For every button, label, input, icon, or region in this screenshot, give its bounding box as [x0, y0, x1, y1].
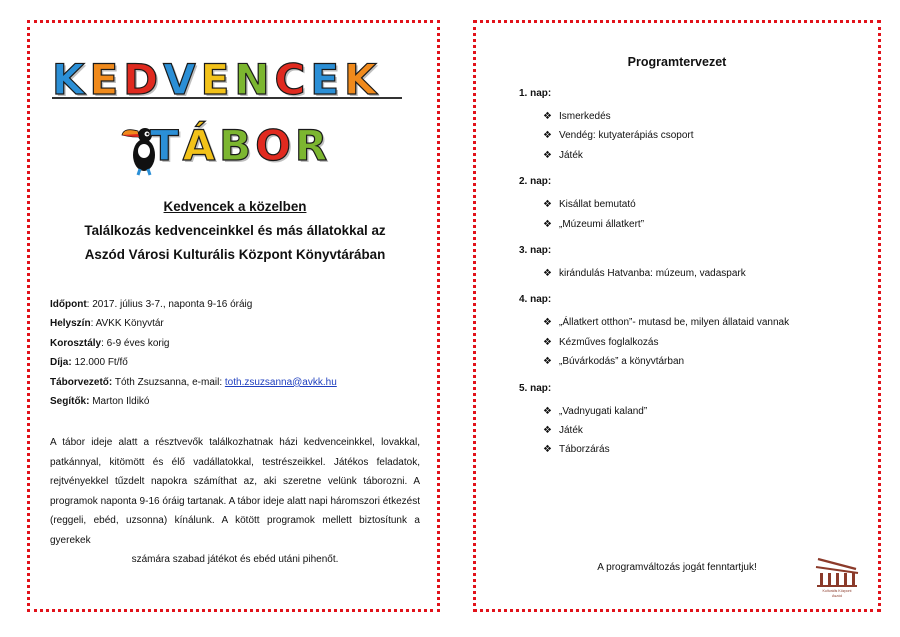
day-items-4 [519, 313, 859, 371]
logo-text-line-1: Kulturális Központ [822, 589, 852, 593]
info-idopont-value: : 2017. július 3-7., naponta 9-16 óráig [86, 299, 253, 310]
description-paragraph [50, 433, 420, 570]
program-item-text: „Vadnyugati kaland” [559, 405, 648, 417]
email-link[interactable]: toth.zsuzsanna@avkk.hu [224, 376, 337, 388]
diamond-bullet-icon: ❖ [543, 336, 552, 348]
info-helyszin [50, 314, 430, 333]
title-word1-letter-6: N [234, 55, 270, 104]
info-segitok [50, 392, 430, 411]
right-page [473, 20, 881, 612]
diamond-bullet-icon: ❖ [543, 317, 552, 329]
program-item-text: Kisállat bemutató [559, 199, 636, 211]
program-item [519, 215, 859, 234]
diamond-bullet-icon: ❖ [543, 130, 552, 142]
day-items-3 [519, 264, 859, 283]
title-word2-letter-2: Á [182, 121, 216, 170]
title-word1-letter-1: K [52, 55, 85, 104]
program-item-text: Játék [559, 425, 583, 437]
title-word2-letter-1: T [150, 121, 179, 170]
program-item [519, 352, 859, 371]
title-word1-letter-3: D [123, 55, 159, 104]
diamond-bullet-icon: ❖ [543, 218, 552, 230]
program-item [519, 421, 859, 440]
program-item [519, 126, 859, 145]
day-label-2: 2. nap: [519, 176, 552, 188]
library-logo-icon [812, 553, 862, 599]
heading-line-2: Találkozás kedvenceinkkel és más állatokkal az [84, 223, 386, 238]
program-item [519, 333, 859, 352]
info-dij-value: 12.000 Ft/fő [71, 357, 128, 369]
diamond-bullet-icon: ❖ [543, 425, 552, 437]
description-main: A tábor ideje alatt a résztvevők találkozhatnak házi kedvenceinkkel, lovakkal, patkánnyal, kitömött és élő vadállatokkal, testrészeikkel. Játékos feladatok, rejtvényekkel tűzdelt napokra számíthat az, aki szeretne velünk táborozni. A programok naponta 9-16 óráig tartanak. A tábor ideje alatt napi háromszori étkezést (reggeli, ebéd, uzsonna) kínálunk. A kötött programok mellett biztosítunk a gyerekek [50, 437, 420, 546]
program-item-text: Vendég: kutyaterápiás csoport [559, 130, 694, 142]
day-items-2 [519, 195, 859, 234]
info-dij [50, 353, 430, 372]
info-segitok-label: Segítők: [50, 396, 90, 408]
info-dij-label: Díja: [50, 357, 72, 369]
heading-subtitle: Kedvencek a közelben [163, 199, 307, 214]
program-item [519, 264, 859, 283]
day-label-5: 5. nap: [519, 382, 552, 394]
title-word2-letter-5: R [294, 121, 328, 170]
info-list [50, 295, 430, 411]
diamond-bullet-icon: ❖ [543, 111, 552, 122]
description-last-line: számára szabad játékot és ebéd utáni pihenőt. [131, 554, 339, 565]
day-label-1: 1. nap: [519, 88, 552, 99]
diamond-bullet-icon: ❖ [543, 268, 552, 280]
info-taborvezeto [50, 373, 430, 392]
program-title: Programtervezet [627, 55, 727, 69]
diamond-bullet-icon: ❖ [543, 149, 552, 161]
info-korosztaly [50, 334, 430, 353]
day-items-1 [519, 107, 859, 165]
left-page [27, 20, 440, 612]
footer-note: A programváltozás jogát fenntartjuk! [597, 562, 757, 573]
program-item [519, 146, 859, 165]
program-item-text: „Állatkert otthon”- mutasd be, milyen állataid vannak [559, 317, 790, 329]
diamond-bullet-icon: ❖ [543, 444, 552, 456]
info-korosztaly-value: : 6-9 éves korig [101, 337, 170, 349]
info-segitok-value: Marton Ildikó [89, 396, 150, 408]
program-item-text: Ismerkedés [559, 111, 611, 122]
program-item [519, 195, 859, 214]
title-word1-letter-7: C [274, 55, 306, 104]
title-word1-letter-4: V [163, 55, 196, 104]
title-underline [52, 97, 402, 99]
info-idopont-label: Időpont [50, 299, 87, 310]
title-word-tabor [150, 123, 331, 169]
program-item-text: kirándulás Hatvanba: múzeum, vadaspark [559, 268, 746, 280]
program-list [519, 85, 859, 470]
program-item-text: Táborzárás [559, 444, 610, 456]
title-word1-letter-5: E [200, 55, 230, 104]
program-item [519, 440, 859, 459]
day-items-5 [519, 402, 859, 460]
info-taborvezeto-label: Táborvezető: [50, 376, 113, 388]
program-item-text: „Múzeumi állatkert” [559, 218, 645, 230]
title-word1-letter-8: E [310, 55, 340, 104]
title-word2-letter-3: B [219, 121, 252, 170]
title-word1-letter-9: K [344, 55, 377, 104]
day-label-3: 3. nap: [519, 245, 552, 257]
program-item [519, 107, 859, 126]
heading-line-3: Aszód Városi Kulturális Központ Könyvtárában [84, 247, 386, 262]
info-idopont [50, 295, 430, 314]
diamond-bullet-icon: ❖ [543, 199, 552, 211]
title-word1-letter-2: E [89, 55, 119, 104]
logo-text-line-2: Aszód [832, 594, 842, 598]
diamond-bullet-icon: ❖ [543, 356, 552, 368]
diamond-bullet-icon: ❖ [543, 405, 552, 417]
info-helyszin-label: Helyszín [50, 318, 91, 330]
program-item [519, 402, 859, 421]
heading-block [40, 195, 430, 267]
info-korosztaly-label: Korosztály [50, 337, 102, 349]
day-label-4: 4. nap: [519, 294, 552, 306]
info-taborvezeto-value: Tóth Zsuzsanna, e-mail: [112, 376, 225, 388]
info-helyszin-value: : AVKK Könyvtár [90, 318, 164, 330]
program-item-text: „Búvárkodás” a könyvtárban [559, 356, 685, 368]
program-item [519, 313, 859, 332]
program-item-text: Kézműves foglalkozás [559, 336, 659, 348]
title-word2-letter-4: O [255, 121, 291, 170]
program-item-text: Játék [559, 149, 583, 161]
